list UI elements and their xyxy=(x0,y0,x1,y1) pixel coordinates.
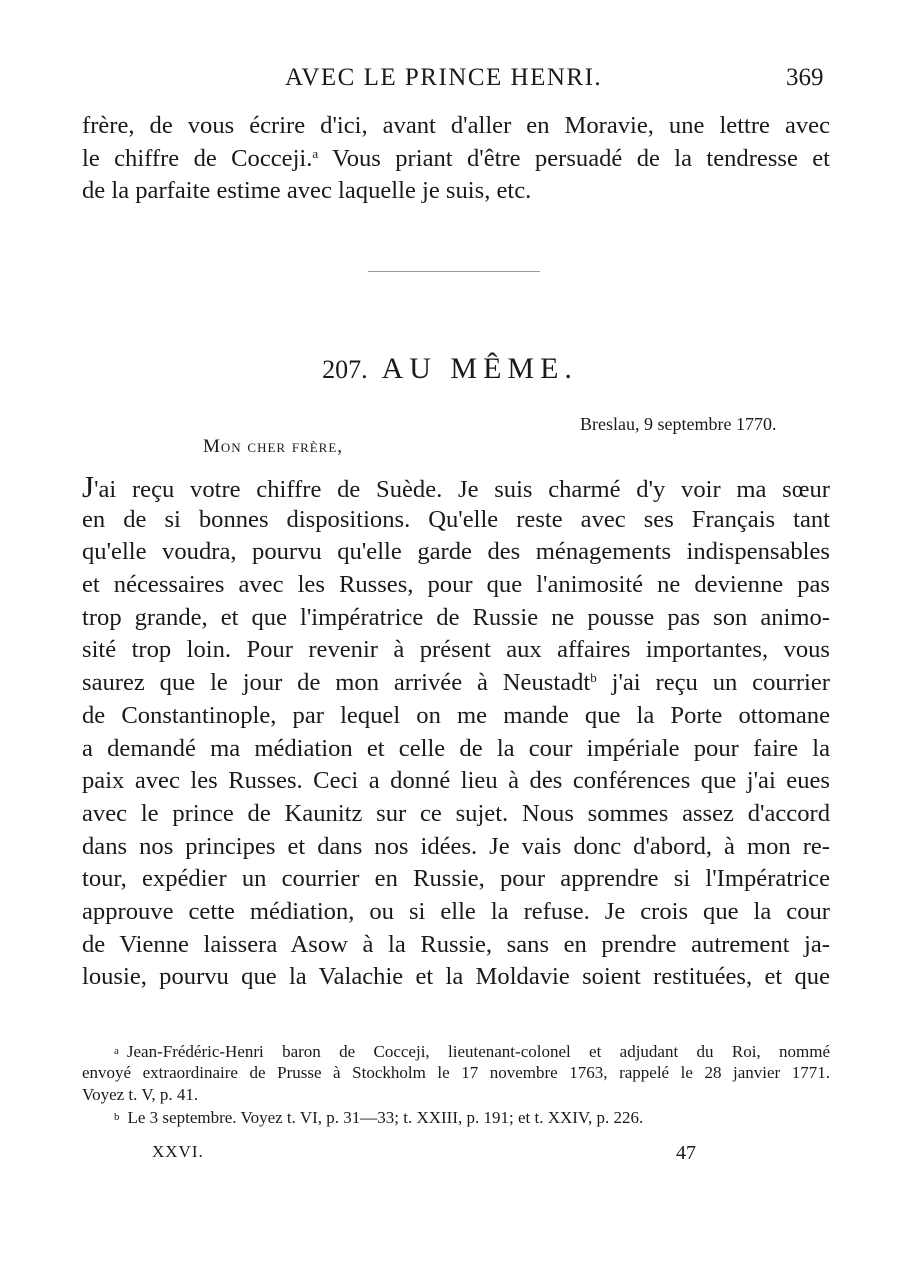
body-line-13: tour, expédier un courrier en Russie, pour apprendre si l'Impératrice xyxy=(82,865,830,893)
intro-line-1: frère, de vous écrire d'ici, avant d'aller en Moravie, une lettre avec xyxy=(82,112,830,139)
footnote-ref-b: b xyxy=(590,670,597,686)
letter-number: 207. xyxy=(322,355,368,384)
footnote-b-line-1: b Le 3 septembre. Voyez t. VI, p. 31—33; t. XXIII, p. 191; et t. XXIV, p. 226. xyxy=(114,1108,644,1127)
letter-title: AU MÊME. xyxy=(381,352,578,385)
letter-dateline: Breslau, 9 septembre 1770. xyxy=(580,414,777,434)
footnote-a-line-2: envoyé extraordinaire de Prusse à Stockholm le 17 novembre 1763, rappelé le 28 janvier 1771. xyxy=(82,1063,830,1082)
body-line-16: lousie, pourvu que la Valachie et la Moldavie soient restituées, et que xyxy=(82,963,830,991)
body-line-4: et nécessaires avec les Russes, pour que l'animosité ne devienne pas xyxy=(82,571,830,599)
signature-line xyxy=(0,1142,900,1172)
running-title: AVEC LE PRINCE HENRI. xyxy=(285,64,603,91)
page-number: 369 xyxy=(786,64,824,91)
body-line-5: trop grande, et que l'impératrice de Russie ne pousse pas son animo- xyxy=(82,603,830,631)
letter-heading xyxy=(0,352,900,386)
body-line-10: paix avec les Russes. Ceci a donné lieu à des conférences que j'ai eues xyxy=(82,767,830,795)
drop-cap: J xyxy=(82,469,95,504)
body-line-12: dans nos principes et dans nos idées. Je vais donc d'abord, à mon re- xyxy=(82,832,830,860)
body-line-1: J'ai reçu votre chiffre de Suède. Je suis charmé d'y voir ma sœur xyxy=(82,469,830,504)
section-divider xyxy=(368,271,540,272)
body-line-6: sité trop loin. Pour revenir à présent aux affaires importantes, vous xyxy=(82,636,830,664)
body-line-11: avec le prince de Kaunitz sur ce sujet. Nous sommes assez d'accord xyxy=(82,799,830,827)
footnote-marker-b: b xyxy=(114,1111,120,1123)
footnote-a-line-3: Voyez t. V, p. 41. xyxy=(82,1085,199,1104)
footnote-marker-a: a xyxy=(114,1045,119,1057)
body-line-2: en de si bonnes dispositions. Qu'elle reste avec ses Français tant xyxy=(82,505,830,533)
body-line-8: de Constantinople, par lequel on me mande que la Porte ottomane xyxy=(82,701,830,729)
intro-line-2: le chiffre de Cocceji.$^a$ Vous priant d'être persuadé de la tendresse et xyxy=(82,144,831,172)
letter-salutation: Mon cher frère, xyxy=(203,436,344,457)
body-line-3: qu'elle voudra, pourvu qu'elle garde des ménagements indispensables xyxy=(82,538,830,566)
running-head xyxy=(0,64,900,100)
body-line-14: approuve cette médiation, ou si elle la refuse. Je crois que la cour xyxy=(82,897,830,925)
body-line-15: de Vienne laissera Asow à la Russie, sans en prendre autrement ja- xyxy=(82,930,830,958)
footnote-a-line-1: a Jean-Frédéric-Henri baron de Cocceji, lieutenant-colonel et adjudant du Roi, nommé xyxy=(114,1042,830,1061)
footnotes xyxy=(82,1040,830,1128)
body-line-7: saurez que le jour de mon arrivée à Neustadt$^b$ j'ai reçu un courrier xyxy=(82,669,830,697)
intro-paragraph xyxy=(82,110,830,208)
intro-line-3: de la parfaite estime avec laquelle je suis, etc. xyxy=(82,177,532,205)
footnote-ref-a: a xyxy=(312,145,319,161)
volume-mark: XXVI. xyxy=(152,1142,204,1161)
letter-body xyxy=(82,471,830,994)
body-line-9: a demandé ma médiation et celle de la cour impériale pour faire la xyxy=(82,734,830,762)
sheet-number: 47 xyxy=(676,1142,696,1164)
